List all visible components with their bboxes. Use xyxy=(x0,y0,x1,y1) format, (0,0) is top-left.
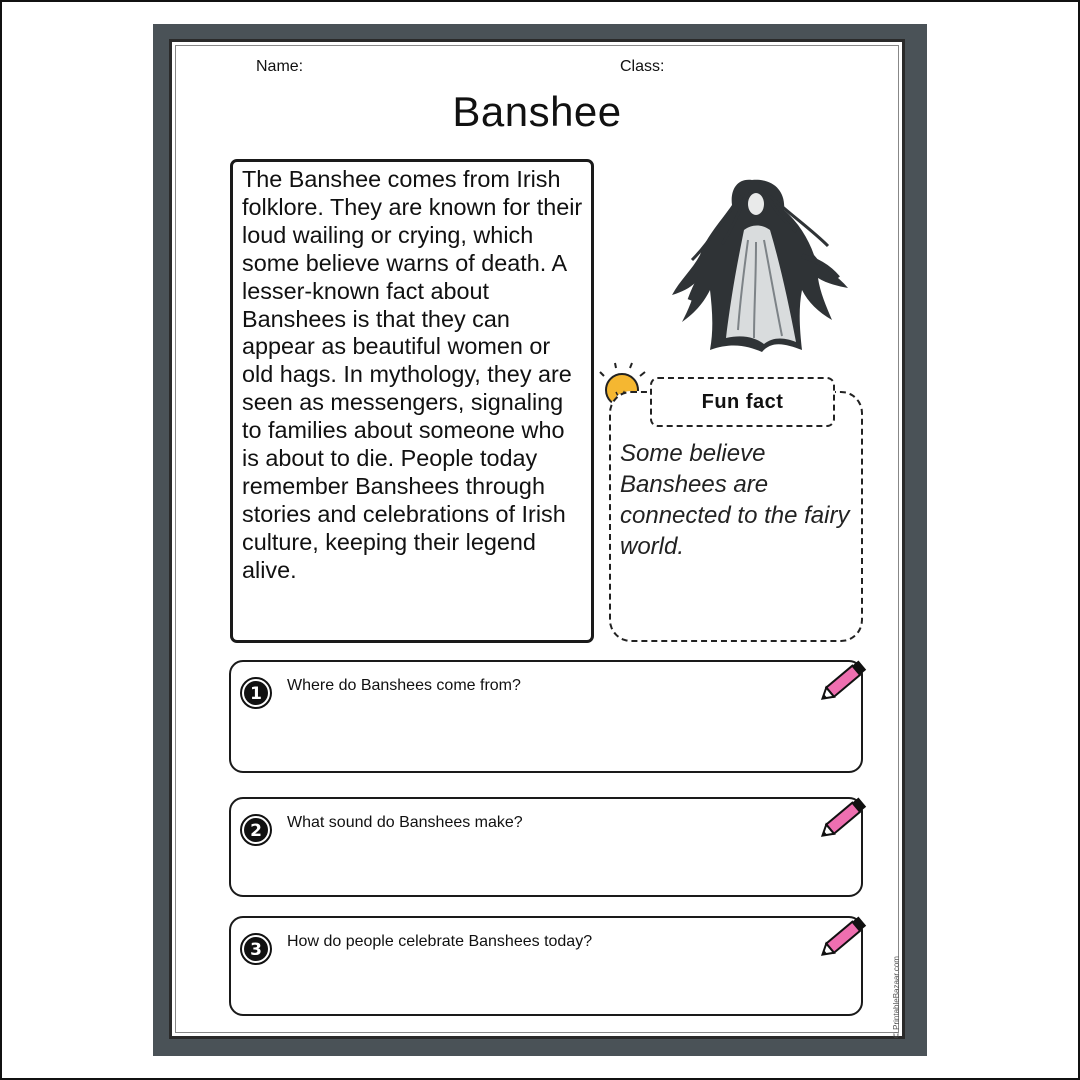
copyright-notice: © PrintableBazaar.com xyxy=(892,956,901,1038)
class-label: Class: xyxy=(620,58,665,75)
fun-fact-text: Some believe Banshees are connected to the fairy world. xyxy=(620,440,850,560)
question-3-answer-box[interactable] xyxy=(229,916,863,1016)
pencil-icon xyxy=(821,789,873,841)
page-title: Banshee xyxy=(452,88,622,135)
question-2-number: 2 xyxy=(250,821,262,841)
banshee-illustration xyxy=(652,160,862,356)
number-3-icon xyxy=(240,933,272,965)
question-3-text: How do people celebrate Banshees today? xyxy=(287,933,593,950)
number-2-icon xyxy=(240,814,272,846)
number-1-icon xyxy=(240,677,272,709)
question-2-answer-box[interactable] xyxy=(229,797,863,897)
worksheet xyxy=(169,39,905,1039)
question-3-number: 3 xyxy=(250,940,262,960)
reading-passage-box xyxy=(230,159,594,643)
question-2-text: What sound do Banshees make? xyxy=(287,814,523,831)
question-1-text: Where do Banshees come from? xyxy=(287,677,521,694)
pencil-icon xyxy=(821,908,873,960)
name-label: Name: xyxy=(256,58,304,75)
pencil-icon xyxy=(821,652,873,704)
reading-passage: The Banshee comes from Irish folklore. They are known for their loud wailing or crying, which some believe warns of death. A lesser-known fact about Banshees is that they can appear as beautiful women or old hags. In mythology, they are seen as messengers, signaling to families about someone who is about to die. People today remember Banshees through stories and celebrations of Irish culture, keeping their legend alive. xyxy=(242,166,583,583)
fun-fact-heading: Fun fact xyxy=(650,377,835,427)
question-1-number: 1 xyxy=(250,684,262,704)
question-1-answer-box[interactable] xyxy=(229,660,863,773)
